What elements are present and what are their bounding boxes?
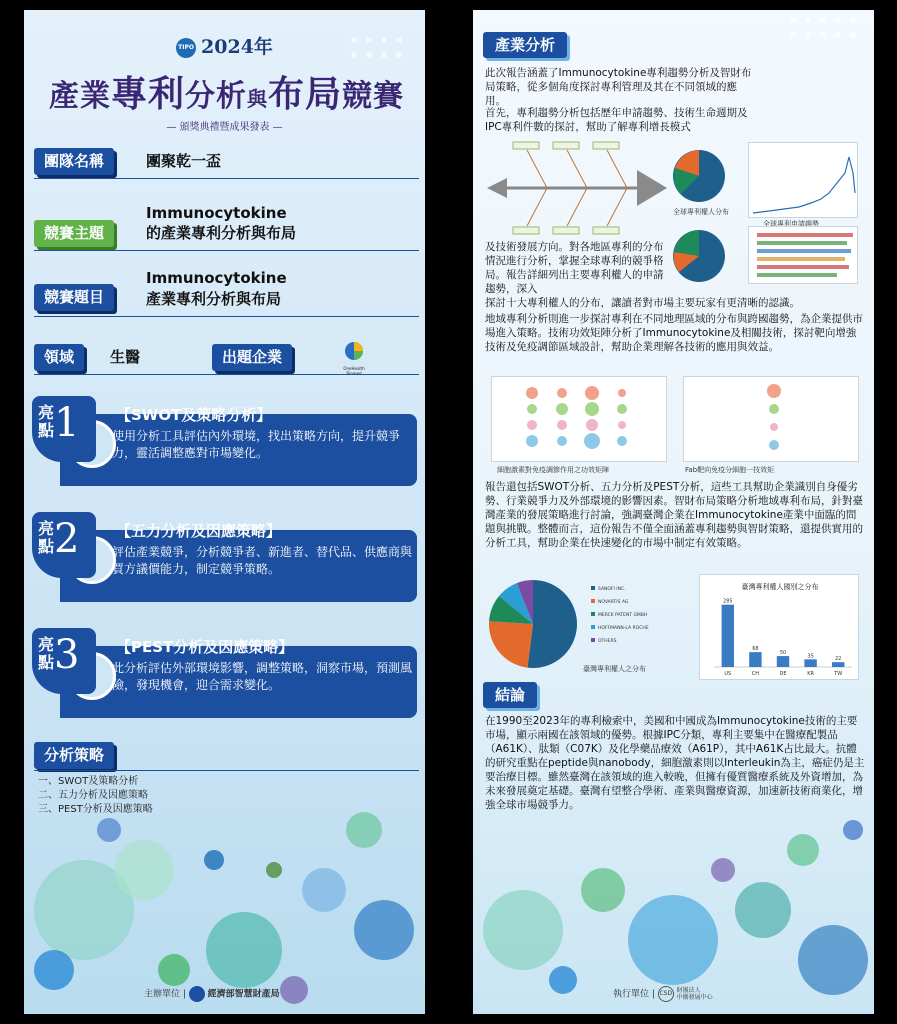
strategy-list xyxy=(38,775,153,817)
topic-value-line2: 產業專利分析與布局 xyxy=(146,290,282,308)
footer-org: 經濟部智慧財產局 xyxy=(207,989,280,1000)
pie-chart-taiwan-assignees xyxy=(487,576,677,672)
bar-chart-taiwan-country xyxy=(699,574,859,680)
decor-dots xyxy=(790,17,856,38)
stacked-bars xyxy=(757,233,853,277)
legend-label: OTHERS xyxy=(598,639,617,644)
pie-chart-global xyxy=(669,146,729,206)
highlight-badge xyxy=(32,628,96,694)
title-part: 分析 xyxy=(185,79,247,114)
strategy-item: 二、五力分析及因應策略 xyxy=(38,790,148,801)
highlight-prefix: 亮點 xyxy=(38,635,55,672)
decor-circles xyxy=(34,812,414,1004)
highlight-title: 【PEST分析及因應策略】 xyxy=(116,638,294,656)
bar-data-label: 50 xyxy=(779,650,787,657)
conclusion-heading: 結論 xyxy=(483,682,537,708)
topic-label: 競賽題目 xyxy=(34,284,114,311)
x-tick-label: TW xyxy=(834,671,843,677)
bar xyxy=(749,652,761,667)
bar xyxy=(832,662,844,667)
highlight-2 xyxy=(32,512,417,606)
para-geo: 地域專利分析則進一步探討專利在不同地理區域的分布與跨國趨勢，為企業提供市場進入策略。技術功效矩陣分析了Immunocytokine及相關技術，探討靶向增強技術及免疫調節區域設計，幫助企業理解各技術的應用與效益。 xyxy=(485,313,863,353)
legend-swatch xyxy=(591,599,595,603)
strategy-label: 分析策略 xyxy=(34,742,114,769)
footer-org xyxy=(677,987,713,1001)
bar xyxy=(777,656,789,667)
theme-label: 競賽主題 xyxy=(34,220,114,247)
x-tick-label: KR xyxy=(807,671,814,677)
team-value: 團聚乾一盃 xyxy=(146,152,222,170)
title-part: 布局 xyxy=(268,73,343,115)
legend-label: NOVARTIS AG xyxy=(598,600,629,605)
matrix-chart-fab xyxy=(683,376,859,462)
main-title xyxy=(34,66,419,117)
pie-slice xyxy=(527,580,577,668)
footer-label: 執行單位 xyxy=(613,989,650,1000)
fishbone-tail xyxy=(487,178,507,198)
caption-pie-global: 全球專利權人分布 xyxy=(673,208,729,216)
highlight-title: 【SWOT及策略分析】 xyxy=(116,406,272,424)
csd-logo: CSD xyxy=(658,986,674,1002)
topic-value-line1: Immunocytokine xyxy=(146,269,287,287)
para-region: 及技術發展方向。對各地區專利的分布情況進行分析，掌握全球專利的競爭格局。報告詳細列出主要專利權人的申請趨勢，深入 xyxy=(485,241,664,295)
legend-label: SANOFI INC. xyxy=(598,587,626,592)
title-part: 產業 xyxy=(48,79,111,114)
footer-org-line: 財團法人 xyxy=(676,987,701,994)
footer-label: 主辦單位 xyxy=(144,989,181,1000)
highlight-text: 此分析評估外部環境影響，調整策略，洞察市場，預測風險，發現機會，迎合需求變化。 xyxy=(112,661,413,692)
matrix-bubbles xyxy=(767,384,781,450)
para-swot: 報告還包括SWOT分析、五力分析及PEST分析，這些工具幫助企業識別自身優劣勢、行業競爭力及外部環境的影響因素。智財布局策略分析地域專利布局，針對臺灣產業的發展策略進行討論，強調臺灣企業在Immunocytokine產業中面臨的問題與挑戰。整體而言，這份報告不僅全面涵蓋專利趨勢與智財策略，還提供實用的分析工具，幫助企業在快速變化的市場中制定有效策略。 xyxy=(485,481,863,549)
year-text: 2024年 xyxy=(201,36,273,58)
highlight-number: 1 xyxy=(54,400,80,446)
highlight-3 xyxy=(32,628,417,722)
divider xyxy=(34,770,419,771)
tipo-footer-logo xyxy=(189,986,205,1002)
footer: 主辦單位 | 經濟部智慧財產局 xyxy=(144,986,280,1002)
field-label: 領域 xyxy=(34,344,84,371)
x-tick-label: US xyxy=(724,671,732,677)
legend-label: MERCK PATENT GMBH xyxy=(598,613,648,618)
line-chart-trend xyxy=(748,142,858,218)
industry-analysis-heading: 產業分析 xyxy=(483,32,567,58)
footer: 執行單位 | CSD 財團法人 中衛發展中心 xyxy=(613,987,713,1001)
field-value: 生醫 xyxy=(110,348,141,366)
company-logo-icon xyxy=(343,340,365,362)
decor-circles xyxy=(483,820,868,995)
divider xyxy=(34,374,419,375)
strategy-item: 三、PEST分析及因應策略 xyxy=(38,804,153,815)
subtitle: — 頒獎典禮暨成果發表 — xyxy=(166,122,283,133)
fishbone-diagram xyxy=(487,140,667,236)
tipo-logo: TIPO xyxy=(176,38,196,58)
highlight-prefix: 亮點 xyxy=(38,519,55,556)
highlight-text: 使用分析工具評估內外環境，找出策略方向，提升競爭力，靈活調整應對市場變化。 xyxy=(112,429,401,460)
bar-data-label: 22 xyxy=(835,656,842,663)
highlight-prefix: 亮點 xyxy=(38,403,55,440)
caption-matrix-cytokine: 細胞激素對免疫調節作用之功效矩陣 xyxy=(497,466,609,474)
theme-value-line1: Immunocytokine xyxy=(146,204,287,222)
year-heading xyxy=(24,32,425,59)
legend-swatch xyxy=(591,625,595,629)
highlight-1 xyxy=(32,396,417,490)
trend-line xyxy=(753,157,855,213)
caption-matrix-fab: Fab靶向免疫分細胞一技效矩 xyxy=(685,466,775,474)
bar xyxy=(722,605,734,667)
title-part: 專利 xyxy=(110,73,185,115)
para-trend: 首先，專利趨勢分析包括歷年申請趨勢、技術生命週期及IPC專利件數的探討，幫助了解專利增長模式 xyxy=(485,107,748,133)
highlight-badge xyxy=(32,396,96,462)
highlight-badge xyxy=(32,512,96,578)
team-label: 團隊名稱 xyxy=(34,148,114,175)
divider xyxy=(34,250,419,251)
para-intro: 此次報告涵蓋了Immunocytokine專利趨勢分析及智財布局策略，從多個角度探討專利管理及其在不同領域的應用。 xyxy=(485,67,752,107)
subtitle-text: 頒獎典禮暨成果發表 xyxy=(179,122,270,133)
bar-data-label: 68 xyxy=(752,646,759,653)
para-conclusion: 在1990至2023年的專利檢索中，美國和中國成為Immunocytokine技術的主要市場，顯示兩國在該領域的優勢。根據IPC分類，專利主要集中在醫療配製品（A61K）、肽類（C07K）及化學藥品療效（A61P），其中A61K占比最大。抗體的研究重點在peptide與nanobody，細胞激素則以Interleukin為主，癌症仍是主要治療目標。雖然臺灣在該領域的進入較晚，但擁有優質醫療系統及外資增加，為未來發展奠定基礎。臺灣有望整合學術、產業與醫療資源，加速新技術商業化，增強全球市場競爭力。 xyxy=(485,715,865,811)
right-poster xyxy=(473,10,874,1014)
title-part: 競賽 xyxy=(342,79,405,114)
legend-swatch xyxy=(591,586,595,590)
bar-chart-title: 臺灣專利權人國別之分布 xyxy=(741,583,819,591)
bar-data-label: 35 xyxy=(807,653,814,660)
bar-chart-assignees xyxy=(748,226,858,284)
pie-slice xyxy=(674,230,699,256)
legend-swatch xyxy=(591,638,595,642)
caption-pie-taiwan: 臺灣專利權人之分布 xyxy=(583,665,646,673)
highlight-number: 3 xyxy=(54,632,80,678)
legend-swatch xyxy=(591,612,595,616)
para-assignees: 探討十大專利權人的分布，讓讀者對市場主要玩家有更清晰的認識。 xyxy=(485,297,800,309)
theme-value-line2: 的產業專利分析與布局 xyxy=(146,224,297,242)
company-logo-text: OneHealth xyxy=(343,366,365,371)
pie-slice xyxy=(489,621,533,667)
highlight-text: 評估產業競爭，分析競爭者、新進者、替代品、供應商與買方議價能力，制定競爭策略。 xyxy=(112,545,413,576)
bar-data-label: 285 xyxy=(723,598,733,605)
left-poster xyxy=(24,10,425,1014)
caption-line-trend: 全球專利申請趨勢 xyxy=(763,220,819,228)
footer-org-line: 中衛發展中心 xyxy=(676,994,713,1001)
bar xyxy=(804,659,816,667)
matrix-chart-cytokine xyxy=(491,376,667,462)
company-logo xyxy=(336,340,372,376)
title-part: 與 xyxy=(247,87,268,111)
legend-label: HOFFMANN-LA ROCHE xyxy=(598,626,649,631)
highlight-title: 【五力分析及因應策略】 xyxy=(116,522,282,540)
x-tick-label: CH xyxy=(751,671,760,677)
strategy-item: 一、SWOT及策略分析 xyxy=(38,776,139,787)
pie-chart-ipc xyxy=(669,226,729,286)
highlight-number: 2 xyxy=(54,516,80,562)
matrix-bubbles xyxy=(526,386,627,449)
company-label: 出題企業 xyxy=(212,344,292,371)
fishbone-head xyxy=(637,170,667,206)
divider xyxy=(34,178,419,179)
divider xyxy=(34,316,419,317)
x-tick-label: DE xyxy=(779,671,787,677)
